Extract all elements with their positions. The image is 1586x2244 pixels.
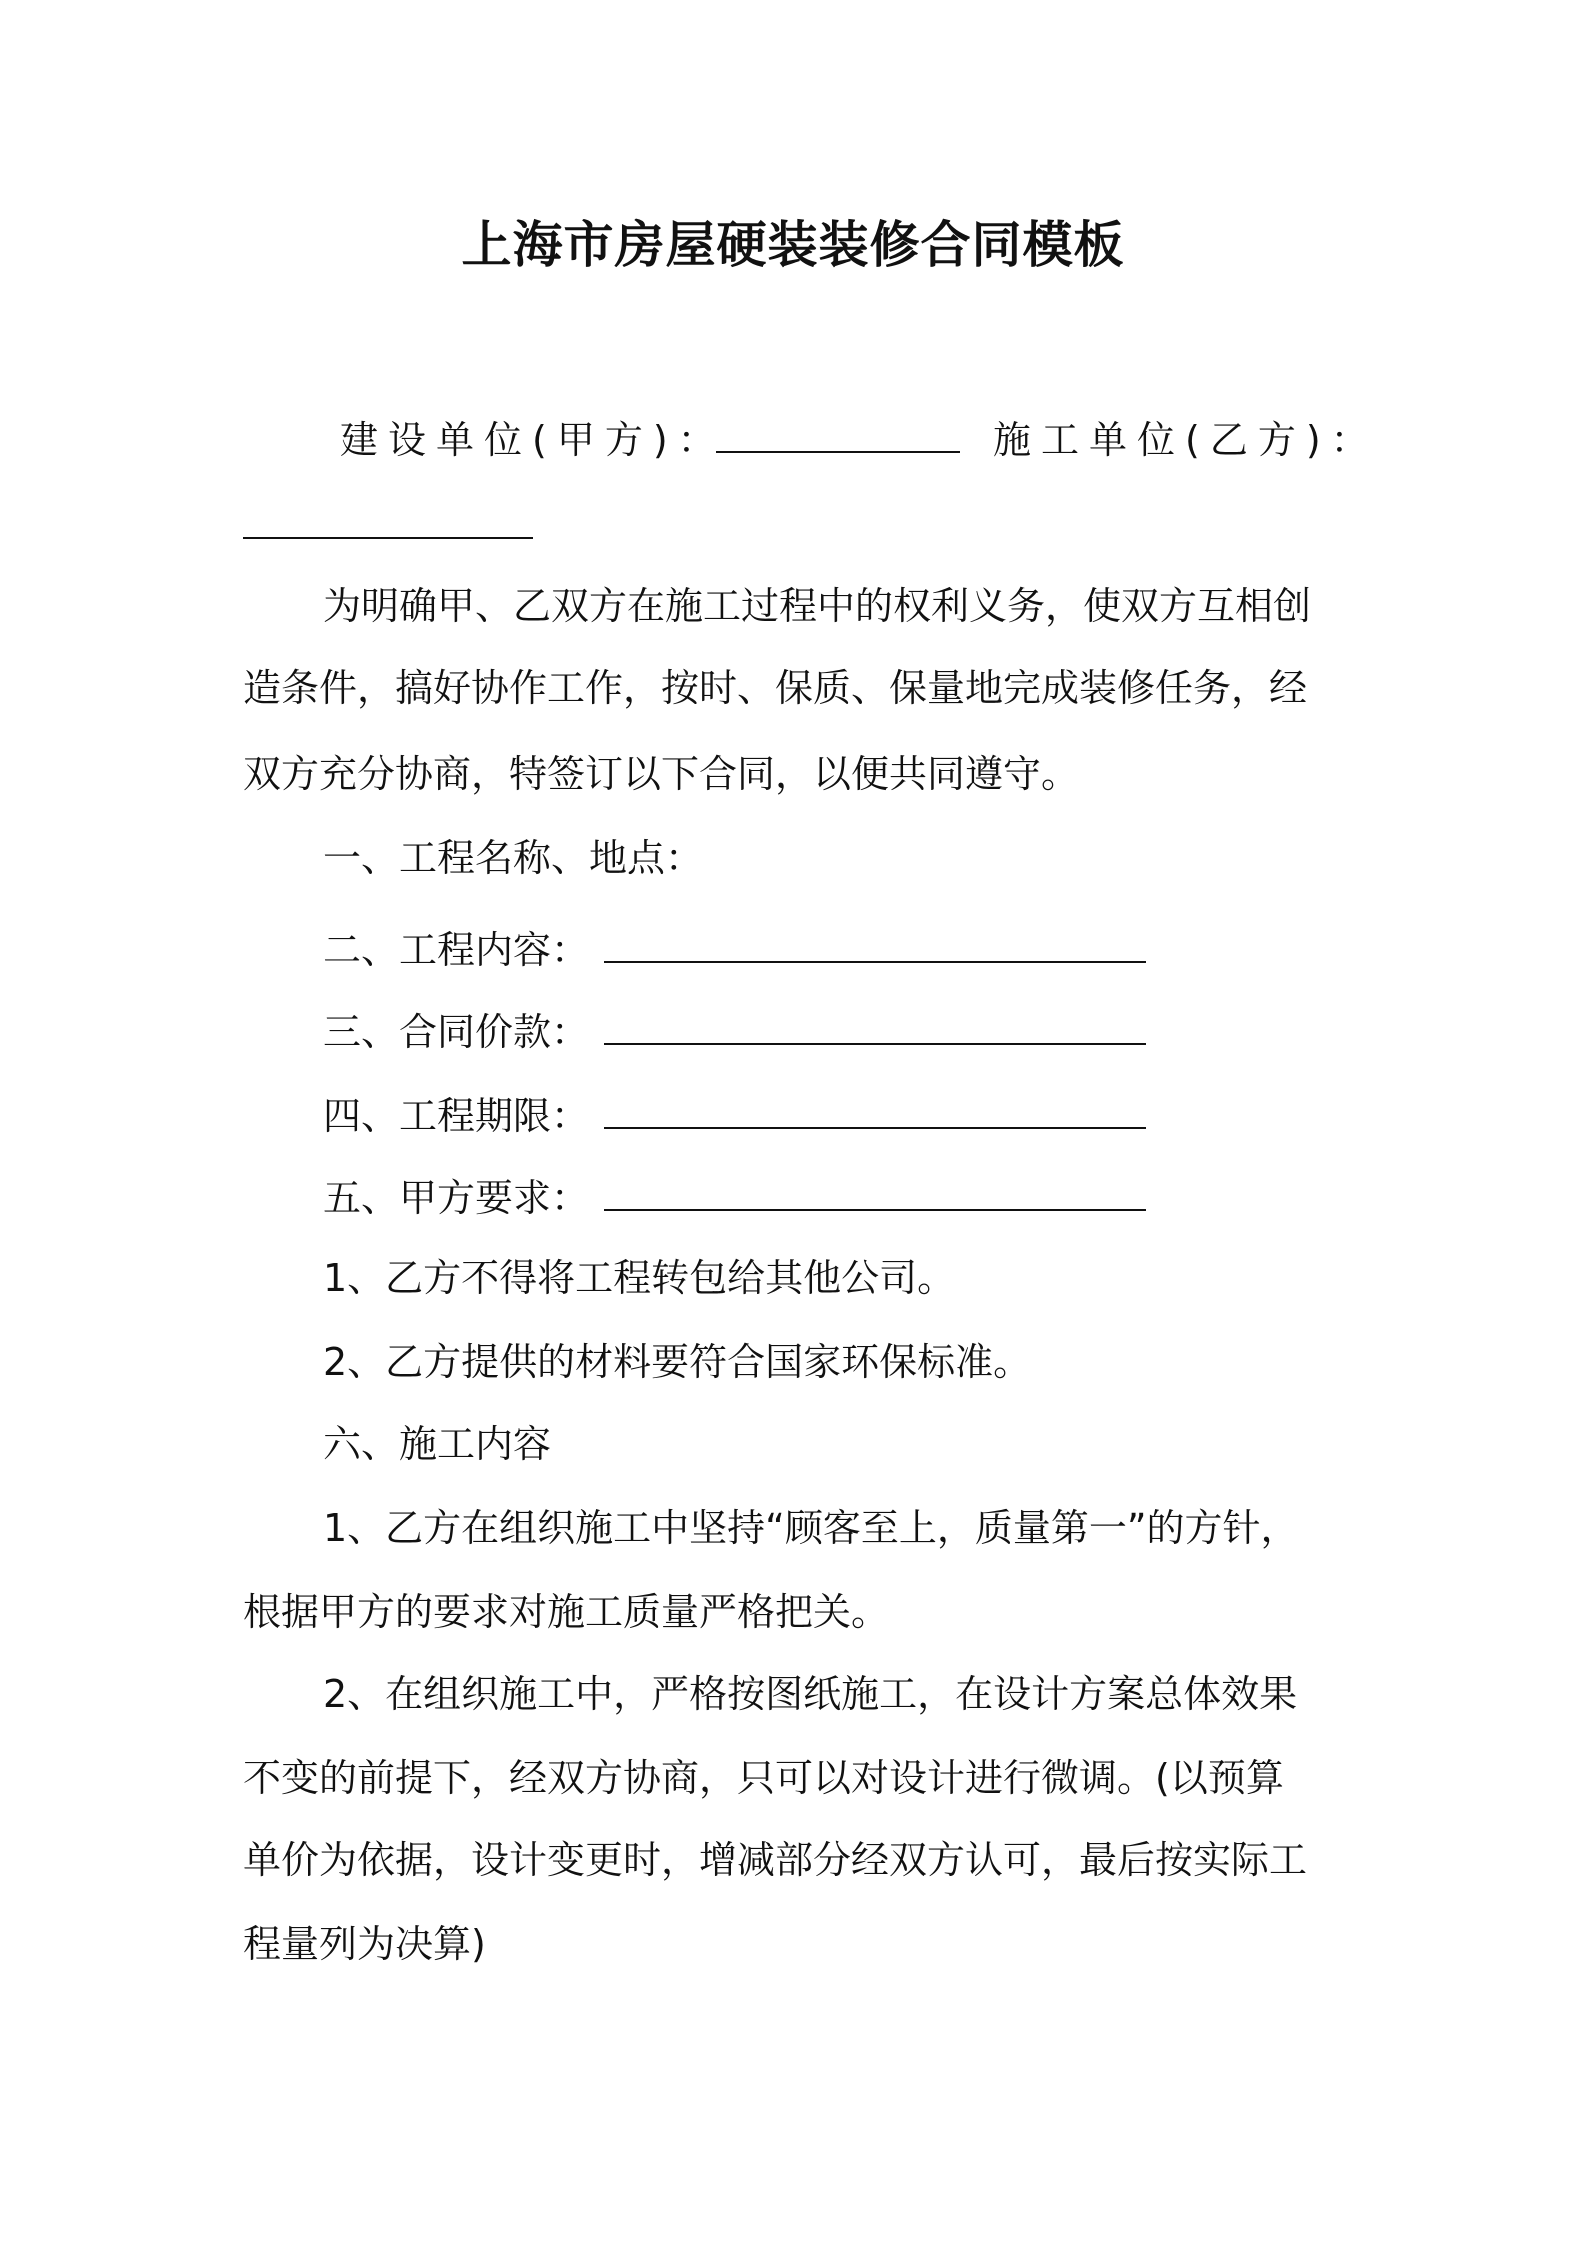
paragraph-line: 不变的前提下，经双方协商，只可以对设计进行微调。(以预算 xyxy=(243,1756,1284,1800)
paragraph-line: 2、在组织施工中，严格按图纸施工，在设计方案总体效果 xyxy=(323,1672,1298,1716)
list-item: 2、乙方提供的材料要符合国家环保标准。 xyxy=(323,1340,1032,1384)
section-heading: 五、甲方要求： xyxy=(323,1176,590,1220)
party-b-blank xyxy=(243,498,533,554)
section-heading: 四、工程期限： xyxy=(323,1094,590,1138)
section-3-blank xyxy=(604,1004,1146,1060)
section-5-blank xyxy=(604,1170,1146,1226)
party-a-blank xyxy=(716,412,960,468)
paragraph-line: 1、乙方在组织施工中坚持“顾客至上，质量第一”的方针， xyxy=(323,1506,1299,1550)
section-4-blank xyxy=(604,1088,1146,1144)
paragraph-line: 程量列为决算) xyxy=(243,1922,486,1966)
party-b-label: 施工单位(乙方)： xyxy=(993,418,1379,462)
list-item: 1、乙方不得将工程转包给其他公司。 xyxy=(323,1256,956,1300)
fill-in-blank xyxy=(604,923,1146,963)
fill-in-blank xyxy=(716,413,960,453)
intro-line: 为明确甲、乙双方在施工过程中的权利义务，使双方互相创 xyxy=(323,584,1312,628)
intro-line: 造条件，搞好协作工作，按时、保质、保量地完成装修任务，经 xyxy=(243,666,1308,710)
section-heading: 一、工程名称、地点： xyxy=(323,836,704,880)
intro-line: 双方充分协商，特签订以下合同，以便共同遵守。 xyxy=(243,752,1080,796)
fill-in-blank xyxy=(604,1005,1146,1045)
section-heading: 六、施工内容 xyxy=(323,1422,552,1466)
section-2-blank xyxy=(604,922,1146,978)
fill-in-blank xyxy=(604,1171,1146,1211)
party-a-label: 建设单位(甲方)： xyxy=(340,418,726,462)
fill-in-blank xyxy=(604,1089,1146,1129)
fill-in-blank xyxy=(243,499,533,539)
section-heading: 三、合同价款： xyxy=(323,1010,590,1054)
document-title: 上海市房屋硬装装修合同模板 xyxy=(461,216,1125,274)
paragraph-line: 单价为依据，设计变更时，增减部分经双方认可，最后按实际工 xyxy=(243,1838,1308,1882)
section-heading: 二、工程内容： xyxy=(323,928,590,972)
paragraph-line: 根据甲方的要求对施工质量严格把关。 xyxy=(243,1590,890,1634)
